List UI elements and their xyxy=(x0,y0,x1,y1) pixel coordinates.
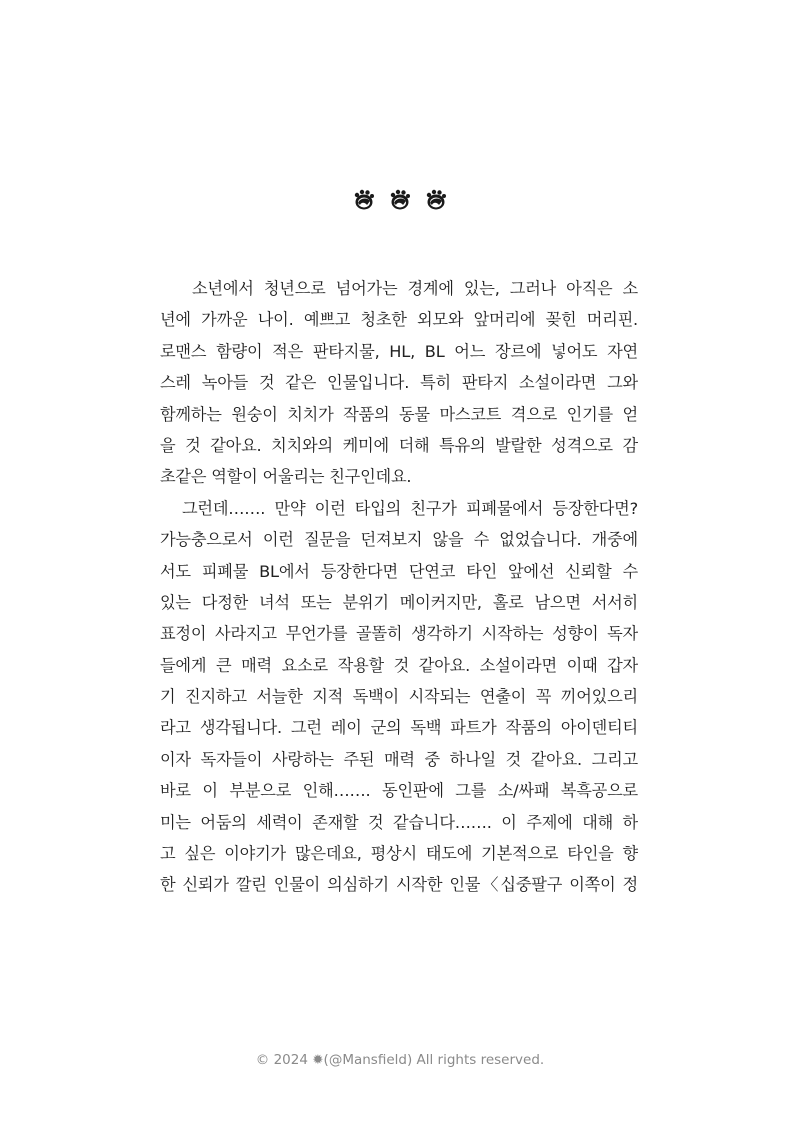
paw-icon xyxy=(388,188,412,212)
text-line: 로맨스 함량이 적은 판타지물, HL, BL 어느 장르에 넣어도 자연 xyxy=(160,341,638,361)
text-line: 을 것 같아요. 치치와의 케미에 더해 특유의 발랄한 성격으로 감 xyxy=(160,435,638,455)
text-line: 표정이 사라지고 무언가를 골똘히 생각하기 시작하는 성향이 독자 xyxy=(160,624,638,644)
text-line: 미는 어둠의 세력이 존재할 것 같습니다……. 이 주제에 대해 하 xyxy=(160,812,638,832)
text-line: 바로 이 부분으로 인해……. 동인판에 그를 소/싸패 복흑공으로 xyxy=(160,781,638,801)
copyright-footer: © 2024 ✹(@Mansfield) All rights reserved. xyxy=(255,1052,545,1068)
text-line: 그런데……. 만약 이런 타입의 친구가 피폐물에서 등장한다면? xyxy=(182,498,638,518)
text-line: 소년에서 청년으로 넘어가는 경계에 있는, 그러나 아직은 소 xyxy=(192,279,638,298)
text-line: 기 진지하고 서늘한 지적 독백이 시작되는 연출이 꼭 끼어있으리 xyxy=(160,687,638,707)
text-line: 들에게 큰 매력 요소로 작용할 것 같아요. 소설이라면 이때 갑자 xyxy=(160,655,638,675)
text-line: 스레 녹아들 것 같은 인물입니다. 특히 판타지 소설이라면 그와 xyxy=(160,373,638,393)
text-line: 있는 다정한 녀석 또는 분위기 메이커지만, 홀로 남으면 서서히 xyxy=(160,592,638,612)
text-line: 함께하는 원숭이 치치가 작품의 동물 마스코트 격으로 인기를 얻 xyxy=(160,404,638,424)
text-line: 초같은 역할이 어울리는 친구인데요. xyxy=(160,467,412,487)
text-line: 한 신뢰가 깔린 인물이 의심하기 시작한 인물〈십중팔구 이쪽이 정 xyxy=(160,875,638,895)
text-line: 이자 독자들이 사랑하는 주된 매력 중 하나일 것 같아요. 그리고 xyxy=(160,749,638,769)
paw-icon xyxy=(352,188,376,212)
text-line: 고 싶은 이야기가 많은데요, 평상시 태도에 기본적으로 타인을 향 xyxy=(160,844,638,864)
text-line: 가능충으로서 이런 질문을 던져보지 않을 수 없었습니다. 개중에 xyxy=(160,530,638,550)
body-text xyxy=(160,273,638,901)
paw-ornament xyxy=(0,188,800,212)
text-line: 년에 가까운 나이. 예쁘고 청초한 외모와 앞머리에 꽂힌 머리핀. xyxy=(160,310,638,330)
text-line: 라고 생각됩니다. 그런 레이 군의 독백 파트가 작품의 아이덴티티 xyxy=(160,718,638,738)
paw-icon xyxy=(424,188,448,212)
text-line: 서도 피폐물 BL에서 등장한다면 단연코 타인 앞에선 신뢰할 수 xyxy=(160,561,638,581)
